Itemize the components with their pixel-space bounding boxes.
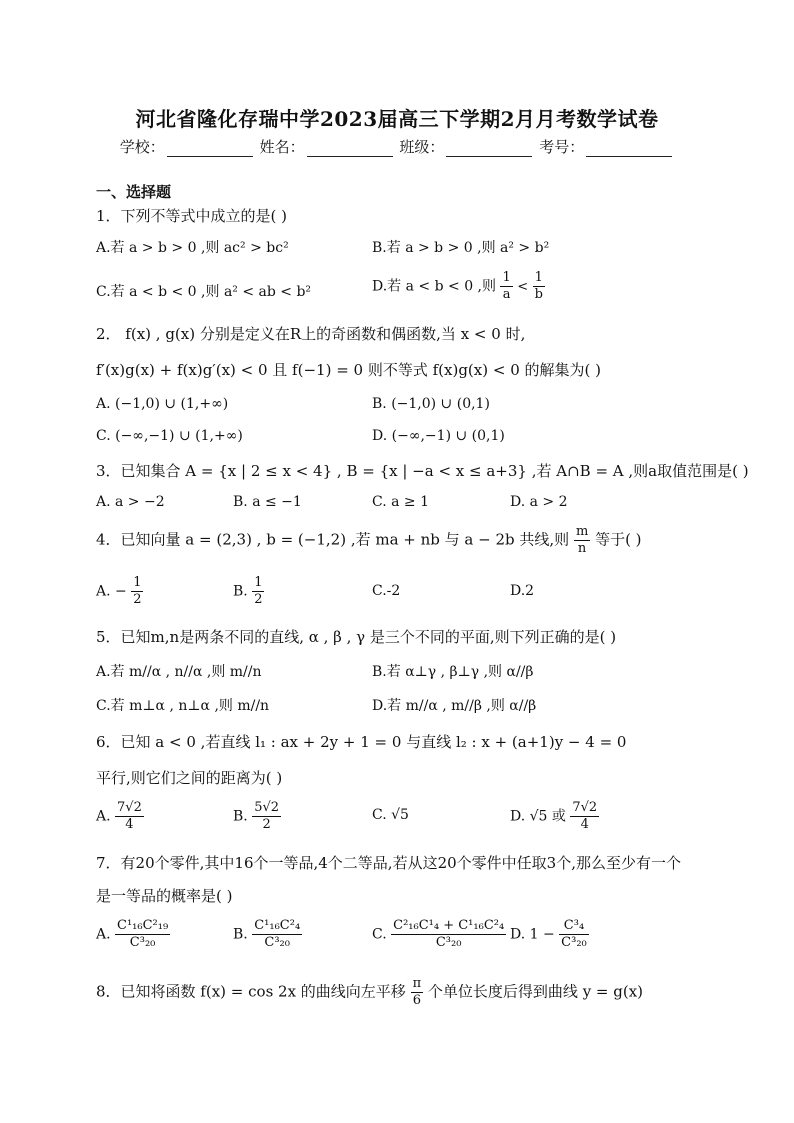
numerator: 1 <box>133 575 142 590</box>
fraction <box>391 918 506 951</box>
school-label: 学校： <box>119 138 165 156</box>
denominator: 2 <box>262 817 271 832</box>
question-7-option-b <box>233 918 302 951</box>
fraction <box>115 800 144 833</box>
question-8-stem-text: 8．已知将函数 f(x) = cos 2x 的曲线向左平移 <box>96 982 406 1001</box>
denominator: a <box>502 287 511 302</box>
question-1-option-d <box>372 270 545 303</box>
question-2-option-a: A. (−1,0) ∪ (1,+∞) <box>96 396 229 412</box>
numerator: π <box>412 976 422 991</box>
question-2-option-c: C. (−∞,−1) ∪ (1,+∞) <box>96 428 243 444</box>
question-5-option-c: C.若 m⊥α , n⊥α ,则 m//n <box>96 698 270 714</box>
question-1-stem: 1．下列不等式中成立的是( ) <box>96 207 288 225</box>
question-3-option-b: B. a ≤ −1 <box>233 494 302 510</box>
fraction <box>411 976 424 1009</box>
numerator: 7√2 <box>572 800 598 815</box>
question-6-stem-line1: 6．已知 a < 0 ,若直线 l₁ : ax + 2y + 1 = 0 与直线 l₂ : x + (a+1)y − 4 = 0 <box>96 733 627 751</box>
fraction <box>131 575 143 608</box>
fraction <box>252 918 302 951</box>
option-prefix: B. <box>233 808 248 825</box>
name-label: 姓名： <box>259 138 305 156</box>
school-blank[interactable] <box>167 142 253 157</box>
question-3-stem: 3．已知集合 A = {x | 2 ≤ x < 4} , B = {x | −a < x ≤ a+3} ,若 A∩B = A ,则a取值范围是( ) <box>96 462 749 480</box>
numerator: C¹₁₆C²₁₉ <box>117 918 169 933</box>
numerator: 1 <box>533 270 545 287</box>
question-7-option-d <box>510 918 589 951</box>
question-1-option-a: A.若 a > b > 0 ,则 ac² > bc² <box>96 240 289 256</box>
question-6-option-d <box>510 800 599 833</box>
option-prefix: A. <box>96 808 111 825</box>
denominator: C³₂₀ <box>129 935 156 950</box>
denominator: C³₂₀ <box>435 935 462 950</box>
option-prefix: A. − <box>96 583 127 600</box>
option-prefix: D. 1 − <box>510 926 555 943</box>
denominator: 4 <box>580 817 589 832</box>
numerator: 5√2 <box>254 800 280 815</box>
exam-title: 河北省隆化存瑞中学2023届高三下学期2月月考数学试卷 <box>135 107 659 131</box>
denominator: 6 <box>412 993 421 1008</box>
option-prefix: B. <box>233 926 248 943</box>
question-2-stem-line1: 2． f(x) , g(x) 分别是定义在R上的奇函数和偶函数,当 x < 0 时, <box>96 325 526 343</box>
section-heading: 一、选择题 <box>96 183 172 201</box>
name-blank[interactable] <box>307 142 393 157</box>
fraction <box>574 524 590 557</box>
question-5-option-a: A.若 m//α , n//α ,则 m//n <box>96 664 262 680</box>
fraction <box>115 918 170 951</box>
id-label: 考号： <box>539 138 585 156</box>
question-2-stem-line2: f′(x)g(x) + f(x)g′(x) < 0 且 f(−1) = 0 则不等式 f(x)g(x) < 0 的解集为( ) <box>96 361 601 379</box>
question-2-option-d: D. (−∞,−1) ∪ (0,1) <box>372 428 505 444</box>
numerator: 1 <box>254 575 263 590</box>
option-prefix: B. <box>233 583 248 600</box>
question-4-stem <box>96 524 642 557</box>
question-5-stem: 5．已知m,n是两条不同的直线, α , β , γ 是三个不同的平面,则下列正确的是( ) <box>96 628 617 646</box>
question-4-stem-text: 4．已知向量 a = (2,3) , b = (−1,2) ,若 ma + nb 与 a − 2b 共线,则 <box>96 530 570 549</box>
option-prefix: A. <box>96 926 111 943</box>
question-5-option-d: D.若 m//α , m//β ,则 α//β <box>372 698 537 714</box>
question-1-option-d-text: D.若 a < b < 0 ,则 <box>372 278 497 295</box>
id-blank[interactable] <box>586 142 672 157</box>
numerator: C²₁₆C¹₄ + C¹₁₆C²₄ <box>393 918 505 933</box>
question-7-stem-line1: 7．有20个零件,其中16个一等品,4个二等品,若从这20个零件中任取3个,那么至少有一个 <box>96 854 681 872</box>
class-blank[interactable] <box>446 142 532 157</box>
fraction <box>500 270 512 303</box>
denominator: n <box>577 541 587 556</box>
question-3-option-a: A. a > −2 <box>96 494 165 510</box>
question-6-stem-line2: 平行,则它们之间的距离为( ) <box>96 769 283 787</box>
less-than: < <box>517 279 529 295</box>
question-8-stem-tail: 个单位长度后得到曲线 y = g(x) <box>427 982 644 1001</box>
question-7-option-a <box>96 918 170 951</box>
denominator: b <box>534 287 543 302</box>
denominator: 2 <box>254 592 263 607</box>
question-4-option-a <box>96 575 143 608</box>
question-1-option-b: B.若 a > b > 0 ,则 a² > b² <box>372 240 550 256</box>
question-5-option-b: B.若 α⊥γ , β⊥γ ,则 α//β <box>372 664 534 680</box>
denominator: 4 <box>125 817 134 832</box>
question-6-option-b <box>233 800 281 833</box>
fraction <box>559 918 589 951</box>
question-4-stem-tail: 等于( ) <box>595 530 642 549</box>
fraction <box>252 575 264 608</box>
class-label: 班级： <box>399 138 445 156</box>
numerator: 1 <box>502 270 511 285</box>
denominator: C³₂₀ <box>264 935 290 950</box>
question-7-option-c <box>372 918 506 951</box>
fraction <box>252 800 281 833</box>
question-3-option-d: D. a > 2 <box>510 494 568 510</box>
question-8-stem <box>96 976 643 1009</box>
question-1-option-c: C.若 a < b < 0 ,则 a² < ab < b² <box>96 284 312 300</box>
question-3-option-c: C. a ≥ 1 <box>372 494 429 510</box>
question-4-option-b <box>233 575 264 608</box>
numerator: m <box>575 524 589 539</box>
option-prefix: C. <box>372 926 387 943</box>
question-4-option-d: D.2 <box>510 583 535 599</box>
numerator: C¹₁₆C²₄ <box>254 918 301 933</box>
question-6-option-a <box>96 800 144 833</box>
question-4-option-c: C.-2 <box>372 583 401 599</box>
denominator: 2 <box>133 592 142 607</box>
option-prefix: D. √5 或 <box>510 808 566 825</box>
numerator: 7√2 <box>117 800 142 815</box>
fraction <box>533 270 545 303</box>
question-7-stem-line2: 是一等品的概率是( ) <box>96 887 233 905</box>
fraction <box>570 800 599 833</box>
denominator: C³₂₀ <box>561 935 587 950</box>
question-6-option-c: C. √5 <box>372 807 409 823</box>
question-2-option-b: B. (−1,0) ∪ (0,1) <box>372 396 490 412</box>
student-info-line <box>0 136 794 157</box>
numerator: C³₄ <box>559 918 589 935</box>
